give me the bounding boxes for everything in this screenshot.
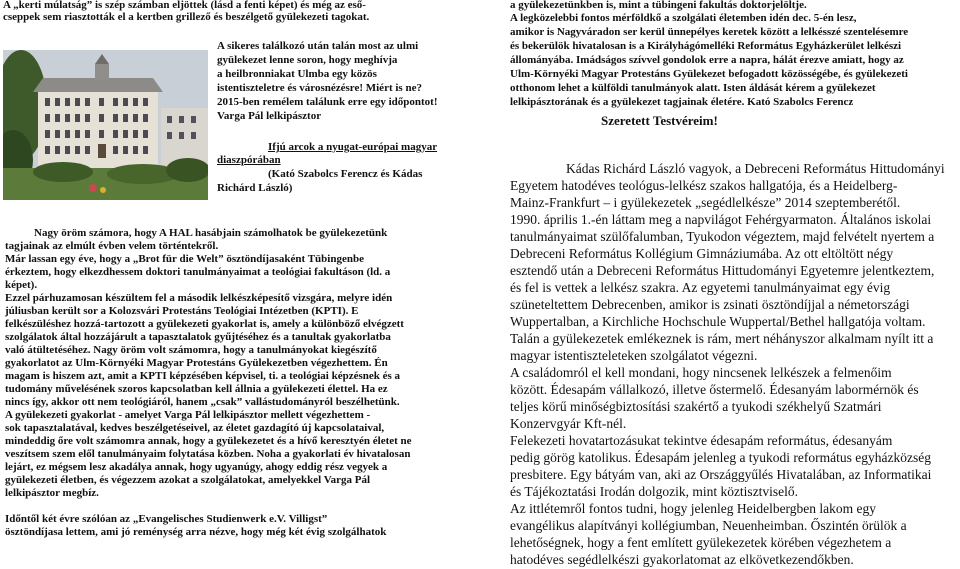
body-line: Talán a gyülekezetek emlékeznek is rám, mert néhányszor alkalmam nyílt itt a xyxy=(510,331,934,346)
body-line: magam is hiszem azt, amit a KPTI képzésében képvisel, ti. a teológiai képzésnek és a xyxy=(5,370,401,382)
body-line: magyar istentiszteleteken szolgálatot végezni. xyxy=(510,348,758,363)
body-line: hatodéves segédlelkészi gyakorlatomat az elkövetkezendőkben. xyxy=(510,552,854,567)
intro-line: istentiszteletre és városnézésre! Miért is ne? xyxy=(217,82,422,94)
greeting: Szeretett Testvéreim! xyxy=(601,113,718,128)
body-line: tagjainak az elmúlt évben velem történtekről. xyxy=(5,240,219,252)
body-line: között. Édesapám vállalkozó, illetve őstermelő. Édesanyám labormérnök és xyxy=(510,382,919,397)
intro-line: gyülekezet lenne soron, hogy meghívja xyxy=(217,54,398,66)
body-line: és fel is vettek a lelkész szakra. Az egyetemi tanulmányaimat egy évig xyxy=(510,280,891,295)
body-line: Konzervgyár Kft-nél. xyxy=(510,416,627,431)
body-line: sok tapasztalatával, kedves beszélgetéseivel, az életet gazdagító új kapcsolataival, xyxy=(5,422,385,434)
right-top-signature: lelkipásztorának és a gyülekezet tagjainak életére. Kató Szabolcs Ferencz xyxy=(510,96,854,108)
body-line: júliusban került sor a Kolozsvári Protestáns Teológiai Intézetben (KPTI). E xyxy=(5,305,359,317)
intro-signature: Varga Pál lelkipásztor xyxy=(217,110,322,122)
body-line: A családomról el kell mondani, hogy nincsenek lelkészek a felmenőim xyxy=(510,365,892,380)
body-line: lejárt, ez mégsem lesz akadálya annak, hogy ugyanúgy, ahogy eddig rész vegyek a xyxy=(5,461,388,473)
body-line: esztendő után a Debreceni Református Hittudományi Egyetemre jelentkeztem, xyxy=(510,263,935,278)
body-line: Felekezeti hovatartozásukat tekintve édesapám református, édesanyám xyxy=(510,433,893,448)
body-line: Időntől két évre szólóan az „Evangelisches Studienwerk e.V. Villigst” xyxy=(5,513,328,525)
body-line: tudomány művelésének szoros kapcsolatban kell állnia a gyülekezeti élettel. Ha ez xyxy=(5,383,388,395)
intro-line: 2015-ben remélem találunk erre egy időpontot! xyxy=(217,96,438,108)
caption-line: cseppek sem riasztották el a kertben grillező és beszélgető gyülekezeti tagokat. xyxy=(3,11,370,23)
right-top-line: A legközelebbi fontos mérföldkő a szolgálati életemben idén dec. 5-én lesz, xyxy=(510,12,857,24)
intro-line: A sikeres találkozó után talán most az ulmi xyxy=(217,40,419,52)
body-line: Az ittlétemről fontos tudni, hogy jelenleg Heidelbergben lakom egy xyxy=(510,501,877,516)
body-line: teljes körű minőségbiztosítási szakértő a tyukodi székhelyű Szatmári xyxy=(510,399,882,414)
body-line: szüneteltettem Debrecenben, amikor is zsinati ösztöndíjjal a németországi xyxy=(510,297,910,312)
body-line: felkészüléshez hozzá-tartozott a gyülekezeti gyakorlat is, amely a különböző elvégzett xyxy=(5,318,404,330)
body-line: evangélikus alapítványi kollégiumban, Neuenheimban. Őszintén örülök a xyxy=(510,518,907,533)
church-building-photo xyxy=(3,50,208,200)
body-line: lehetőségnek, hogy a fent említett gyülekezetek körében végezhetem a xyxy=(510,535,892,550)
right-top-line: amikor is Nagyváradon ser kerül ünnepélyes keretek között a lelkésszé szentelésemre xyxy=(510,26,909,38)
body-line: Nagy öröm számora, hogy A HAL hasábjain számolhatok be gyülekezetünk xyxy=(34,227,388,239)
intro-line: a heilbronniakat Ulmba egy közös xyxy=(217,68,377,80)
body-line: ösztöndíjasa lettem, ami jó reménység arra nézve, hogy még két évig szolgálhatok xyxy=(5,526,387,538)
article-author: Richárd László) xyxy=(217,182,293,194)
body-line: veszítsem szem elől tanulmányaim folytatása közben. Noha a gyakorlati év hivatalosan xyxy=(5,448,411,460)
body-line: és Tájékoztatási Irodán dolgozik, mint köztisztviselő. xyxy=(510,484,799,499)
right-top-line: és bekerülök hivatalosan is a Királyhágómelléki Református Egyházkerület lelkészi xyxy=(510,40,902,52)
right-top-line: állományába. Imádságos szívvel gondolok erre a napra, hálát érezve amiatt, hogy az xyxy=(510,54,904,66)
body-line: nincs így, akkor ott nem teológiáról, hanem „csak” vallástudományról beszélhetünk. xyxy=(5,396,400,408)
body-line: való átültetéséhez. Nagy öröm volt számomra, hogy a tanulmányokat kiegészítő xyxy=(5,344,377,356)
body-line: gyülekezeti életben, és végezzem azokat a szolgálatokat, amelyekkel Varga Pál xyxy=(5,474,371,486)
body-line: presbitere. Egy bátyám van, aki az Országgyűlés Hivatalában, az Informatikai xyxy=(510,467,932,482)
article-title: Ifjú arcok a nyugat-európai magyar xyxy=(268,141,438,153)
body-line: Ezzel párhuzamosan készültem fel a második lelkészképesítő vizsgára, melyre idén xyxy=(5,292,393,304)
body-line: pedig görög katolikus. Édesapám jelenleg a tyukodi református egyházközség xyxy=(510,450,931,465)
body-line: A gyülekezeti gyakorlat - amelyet Varga Pál lelkipásztor mellett végezhettem - xyxy=(5,409,371,421)
body-line: Debreceni Református Kollégium Gimnáziumába. Az ott eltöltött négy xyxy=(510,246,894,261)
body-line: tanulmányaimat szülőfalumban, Tyukodon végeztem, majd felvételt nyertem a xyxy=(510,229,935,244)
body-line: Wuppertalban, a Kirchliche Hochschule Wuppertal/Bethel hallgatója voltam. xyxy=(510,314,926,329)
caption-line: A „kerti múlatság” is szép számban eljöttek (lásd a fenti képet) és még az eső- xyxy=(3,0,366,11)
article-title: diaszpórában xyxy=(217,154,281,166)
body-line: mindeddig őre volt számomra annak, hogy a gyülekezetet és a hívő keresztyén életet ne xyxy=(5,435,412,447)
body-line: szolgálatok által hozzájárult a tapasztalatok gyűjtéséhez és a tanultak gyakorlatba xyxy=(5,331,391,343)
right-top-line: Ulm-Környéki Magyar Protestáns Gyülekezet befogadott közösségébe, és gyülekezeti xyxy=(510,68,908,80)
body-line: lelkipásztor megbíz. xyxy=(5,487,99,499)
body-line: képet). xyxy=(5,279,38,291)
body-line: gyakorlatot az Ulm-Környéki Magyar Protestáns Gyülekezetben végezhettem. Én xyxy=(5,357,388,369)
article-author: (Kató Szabolcs Ferencz és Kádas xyxy=(268,168,423,180)
body-line: Egyetem hatodéves teológus-lelkész szakos hallgatója, és a Heidelberg- xyxy=(510,178,898,193)
body-line: Már lassan egy éve, hogy a „Brot für die Welt” ösztöndíjasaként Tübingenbe xyxy=(5,253,364,265)
body-line: 1990. április 1.-én láttam meg a napvilágot Fehérgyarmaton. Általános iskolai xyxy=(510,212,932,227)
right-top-line: a gyülekezetünkben is, mint a tübingeni fakultás doktorjelöltje. xyxy=(510,0,807,11)
body-line: Mainz-Frankfurt – i gyülekezetek „segédlelkésze” 2014 szeptemberétől. xyxy=(510,195,901,210)
right-top-line: otthonom lehet a külföldi tanulmányok alatt. Isten áldását kérem a gyülekezet xyxy=(510,82,876,94)
body-line: Kádas Richárd László vagyok, a Debreceni Református Hittudományi xyxy=(566,161,945,176)
body-line: érkeztem, hogy elkezdhessem doktori tanulmányaimat a teológiai fakultáson (ld. a xyxy=(5,266,391,278)
